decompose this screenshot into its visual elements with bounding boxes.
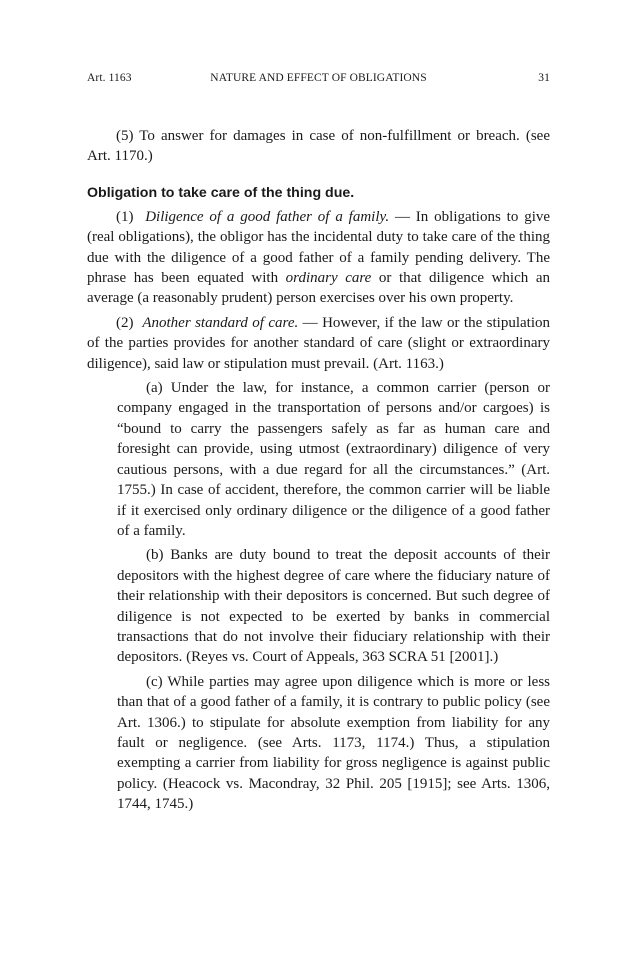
section-heading: Obligation to take care of the thing due. xyxy=(87,184,355,201)
paragraph-2 xyxy=(87,313,550,374)
sub-paragraph-c: (c) While parties may agree upon diligence which is more or less than that of a good father of a family, it is contrary to public policy (see Art. 1306.) to stipulate for absolute exemption from liability for any fault or negligence. (see Arts. 1173, 1174.) Thus, a stipulation exempting a carrier from liability for gross negligence is against public policy. (Heacock vs. Macondray, 32 Phil. 205 [1915]; see Arts. 1306, 1744, 1745.) xyxy=(117,673,550,813)
paragraph-2-text: — However, if the law or the stipulation of the parties provides for another standard of care (slight or extraordinary diligence), said law or stipulation must prevail. (Art. 1163.) xyxy=(87,314,551,372)
paragraph-2-number: (2) xyxy=(116,314,134,331)
paragraph-1-text-b: or that diligence which an average (a reasonably prudent) person exercises over his own property. xyxy=(87,270,550,307)
sub-paragraph-a: (a) Under the law, for instance, a common carrier (person or company engaged in the transportation of persons and/or cargoes) is “bound to carry the passengers safely as far as human care and foresight can provide, using utmost (extraordinary) diligence of very cautious persons, with a due regard for all the circumstances.” (Art. 1755.) In case of accident, therefore, the common carrier will be liable if it exercised only ordinary diligence or the diligence of a good father of a family. xyxy=(117,380,550,539)
header-title: NATURE AND EFFECT OF OBLIGATIONS xyxy=(210,72,427,84)
paragraph-1-number: (1) xyxy=(116,208,134,225)
page-body xyxy=(87,126,550,815)
paragraph-1-text-a: — In obligations to give (real obligations), the obligor has the incidental duty to take care of the thing due with the diligence of a good father of a family pending delivery. The phrase has been equated with xyxy=(87,208,551,287)
running-header xyxy=(87,72,550,88)
paragraph-1-term: ordinary care xyxy=(285,270,372,287)
paragraph-1 xyxy=(87,207,550,309)
page-number: 31 xyxy=(538,72,550,84)
paragraph-2-title: Another standard of care. xyxy=(142,314,299,331)
paragraph-1-title: Diligence of a good father of a family. xyxy=(145,208,390,225)
header-article: Art. 1163 xyxy=(87,72,132,84)
sub-paragraph-b: (b) Banks are duty bound to treat the deposit accounts of their depositors with the highest degree of care where the fiduciary nature of their relationship with their depositors is concerned. But such degree of diligence is not expected to be exerted by banks in commercial transactions that do not involve their fiduciary relationship with their depositors. (Reyes vs. Court of Appeals, 363 SCRA 51 [2001].) xyxy=(117,547,550,666)
item-5: (5) To answer for damages in case of non-fulfillment or breach. (see Art. 1170.) xyxy=(87,128,550,165)
